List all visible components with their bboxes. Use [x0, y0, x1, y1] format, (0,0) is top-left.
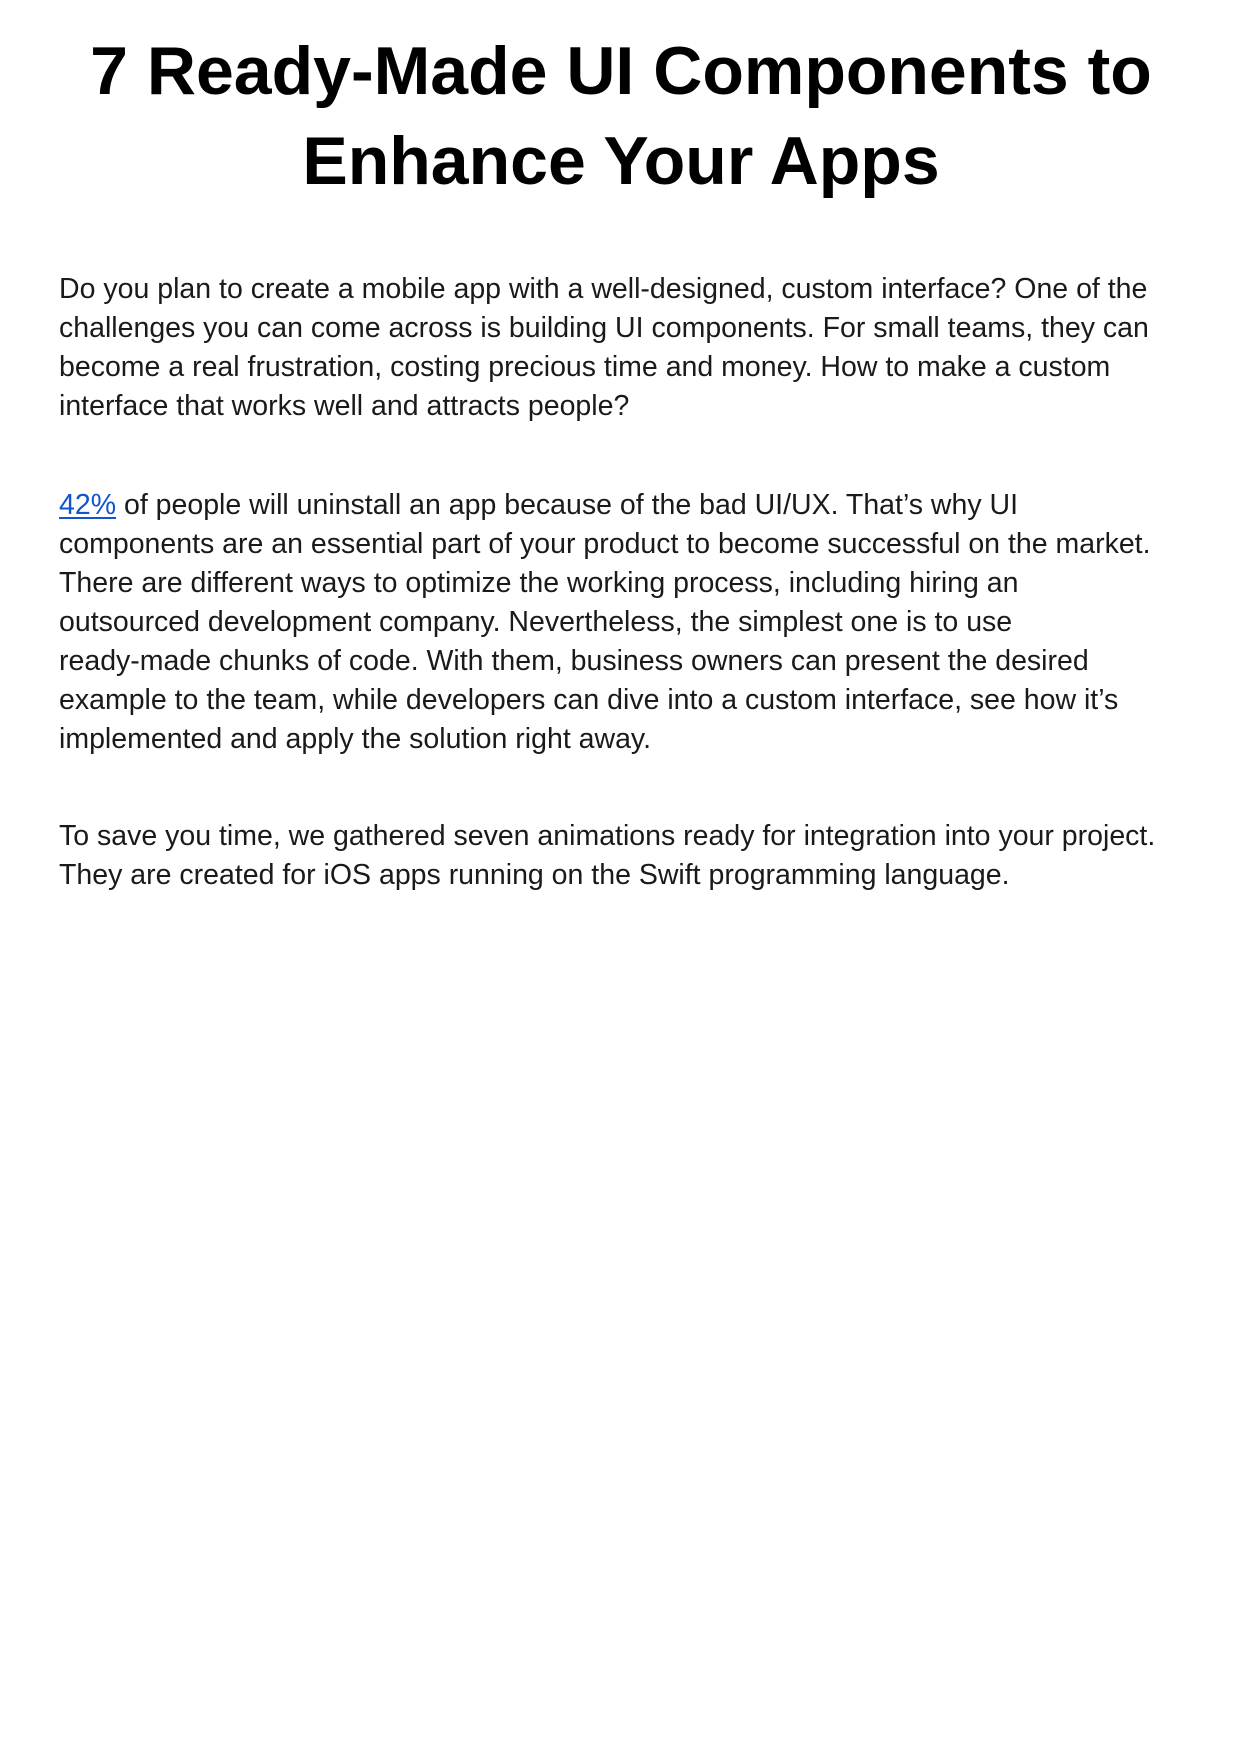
- paragraph-line: challenges you can come across is building UI components. For small teams, they can: [59, 312, 1149, 344]
- paragraph-line: They are created for iOS apps running on the Swift programming language.: [59, 859, 1010, 891]
- document-title: [60, 26, 1182, 206]
- statistic-link[interactable]: 42%: [59, 489, 117, 521]
- paragraph-line: Do you plan to create a mobile app with a well-designed, custom interface? One of the: [59, 273, 1148, 305]
- paragraph-line-rest: of people will uninstall an app because of the bad UI/UX. That’s why UI: [116, 489, 1019, 521]
- paragraph-line: outsourced development company. Nevertheless, the simplest one is to use: [59, 606, 1013, 638]
- title-line-1: 7 Ready-Made UI Components to: [90, 33, 1152, 109]
- paragraph-line: implemented and apply the solution right away.: [59, 723, 651, 755]
- title-line-2: Enhance Your Apps: [302, 123, 940, 199]
- closing-paragraph: [59, 817, 1189, 895]
- paragraph-line: components are an essential part of your product to become successful on the market.: [59, 528, 1151, 560]
- paragraph-line: ready-made chunks of code. With them, business owners can present the desired: [59, 645, 1089, 677]
- paragraph-line: To save you time, we gathered seven animations ready for integration into your project.: [59, 820, 1156, 852]
- paragraph-line: interface that works well and attracts people?: [59, 390, 630, 422]
- paragraph-line: [59, 486, 1189, 525]
- intro-paragraph: [59, 270, 1189, 426]
- paragraph-line: become a real frustration, costing precious time and money. How to make a custom: [59, 351, 1111, 383]
- statistics-paragraph: [59, 486, 1189, 759]
- paragraph-line: There are different ways to optimize the working process, including hiring an: [59, 567, 1019, 599]
- paragraph-line: example to the team, while developers can dive into a custom interface, see how it’s: [59, 684, 1119, 716]
